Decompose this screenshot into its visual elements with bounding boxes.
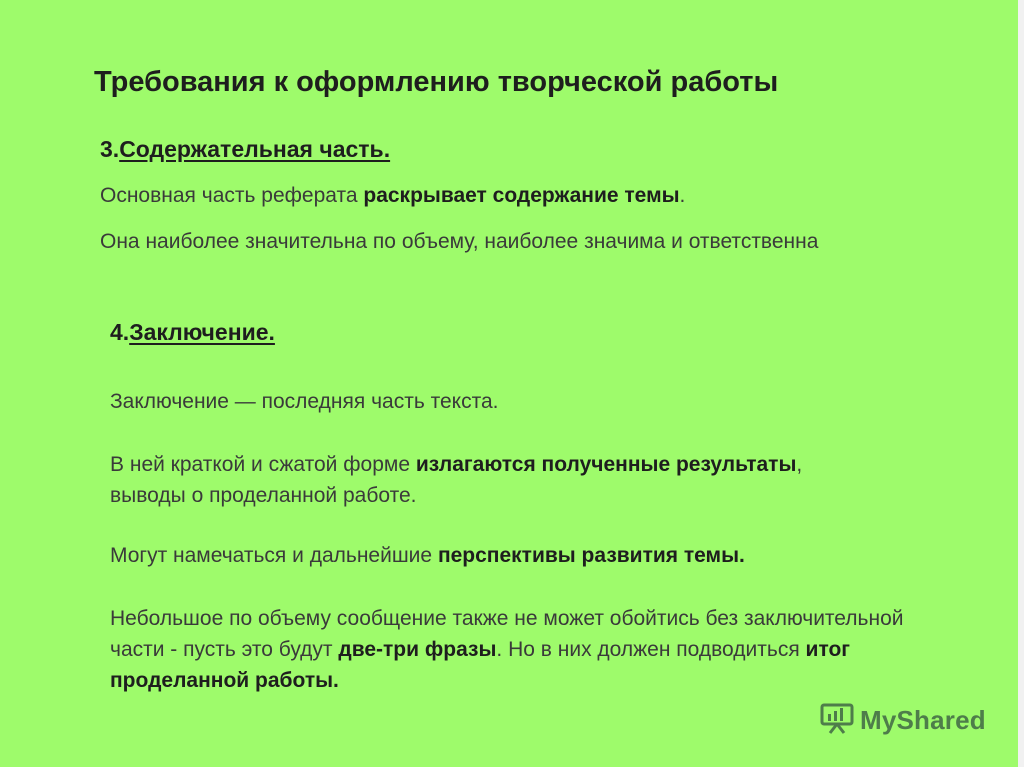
section-4-paragraph-1: Заключение — последняя часть текста.	[110, 390, 499, 413]
text-run: Могут намечаться и дальнейшие	[110, 544, 438, 567]
section-4-heading	[110, 319, 275, 346]
section-4-paragraph-3	[110, 540, 930, 571]
section-3-number: 3.	[100, 136, 120, 162]
text-run: .	[679, 184, 686, 207]
text-run: Небольшое по объему сообщение также не может обойтись без заключительной части - пусть это будут	[110, 607, 904, 661]
bold-run: две-три фразы	[338, 638, 497, 661]
text-run: В ней краткой и сжатой форме	[110, 453, 416, 476]
bold-run: излагаются полученные результаты	[415, 453, 797, 476]
bold-run: раскрывает содержание темы	[363, 184, 680, 207]
slide-title: Требования к оформлению творческой работы	[94, 66, 779, 98]
text-run: . Но в них должен подводиться	[496, 638, 806, 661]
section-4-paragraph-4	[110, 603, 910, 696]
section-3-paragraph-2: Она наиболее значительна по объему, наиболее значима и ответственна	[100, 230, 819, 253]
bold-run: перспективы развития темы.	[437, 544, 745, 567]
section-3-heading	[100, 136, 390, 163]
text-run: , выводы о проделанной работе.	[110, 453, 803, 507]
section-4-title: Заключение.	[129, 319, 275, 345]
section-4-paragraph-2	[110, 449, 850, 511]
myshared-watermark	[820, 702, 986, 738]
page-edge	[1018, 0, 1024, 767]
text-run: Основная часть реферата	[100, 184, 364, 207]
watermark-text: MyShared	[860, 704, 986, 735]
section-3-title: Содержательная часть.	[119, 136, 391, 162]
presentation-board-icon	[820, 702, 854, 739]
section-3-paragraph-1	[100, 180, 860, 211]
section-4-number: 4.	[110, 319, 130, 345]
bold-run: итог проделанной работы.	[110, 638, 851, 692]
